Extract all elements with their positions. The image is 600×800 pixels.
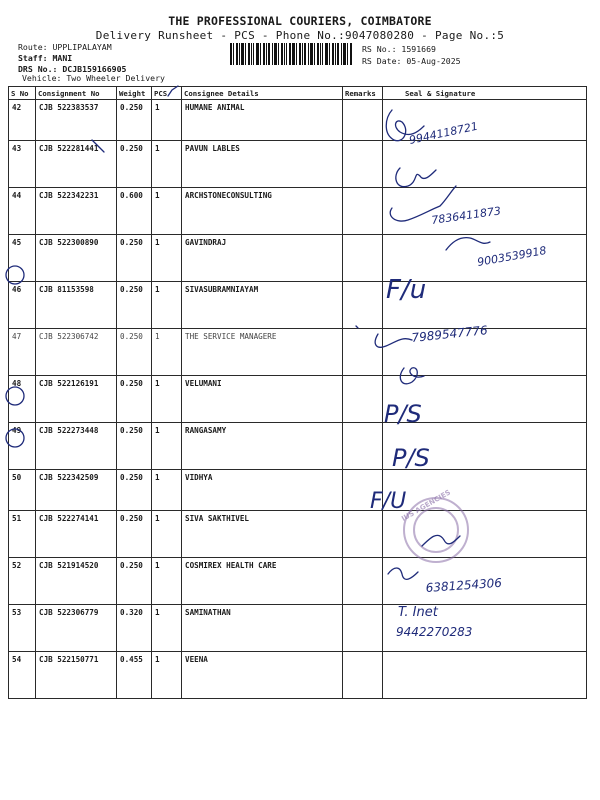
cell-signature [383,235,587,282]
signature-row-50: P/S [392,444,430,472]
cell-pcs: 1 [152,282,182,329]
cell-consignment: CJB 522342509 [36,470,117,511]
cell-remarks [343,235,383,282]
drs-number: DRS No.: DCJB159166905 [18,64,127,74]
cell-weight: 0.600 [117,188,152,235]
col-header-remarks: Remarks [343,87,383,100]
cell-signature [383,652,587,699]
signature-row-46: F/u [386,275,427,305]
barcode [230,43,352,65]
cell-pcs: 1 [152,558,182,605]
table-row [9,282,587,329]
cell-weight: 0.250 [117,558,152,605]
cell-consignee: SIVA SAKTHIVEL [182,511,343,558]
cell-remarks [343,188,383,235]
col-header-sno: S No [9,87,36,100]
staff-label: Staff: MANI [18,53,73,63]
cell-signature [383,141,587,188]
cell-weight: 0.250 [117,282,152,329]
cell-weight: 0.250 [117,423,152,470]
table-row [9,652,587,699]
phone-row-45: 9003539918 [476,243,548,269]
name-row-54: T. Inet [398,605,438,620]
cell-sno: 52 [9,558,36,605]
table-row [9,376,587,423]
cell-consignment: CJB 522306779 [36,605,117,652]
cell-signature [383,282,587,329]
cell-weight: 0.250 [117,100,152,141]
cell-remarks [343,605,383,652]
cell-sno: 43 [9,141,36,188]
table-row [9,605,587,652]
col-header-pcs: PCS [152,87,182,100]
cell-remarks [343,329,383,376]
table-row [9,423,587,470]
col-header-weight: Weight [117,87,152,100]
cell-pcs: 1 [152,376,182,423]
stamp-text: IUS AGENCIES [400,488,452,523]
cell-weight: 0.250 [117,511,152,558]
runsheet-table [8,86,587,699]
cell-pcs: 1 [152,329,182,376]
rs-date: RS Date: 05-Aug-2025 [362,56,461,66]
phone-row-54: 9442270283 [396,625,473,639]
cell-pcs: 1 [152,100,182,141]
table-row [9,558,587,605]
table-row [9,470,587,511]
cell-consignment: CJB 522306742 [36,329,117,376]
vehicle-label: Vehicle: Two Wheeler Delivery [22,73,165,83]
cell-consignee: SIVASUBRAMNIAYAM [182,282,343,329]
cell-sno: 42 [9,100,36,141]
cell-remarks [343,376,383,423]
phone-row-44: 7836411873 [430,204,502,227]
cell-signature [383,188,587,235]
cell-consignee: ARCHSTONECONSULTING [182,188,343,235]
cell-pcs: 1 [152,188,182,235]
cell-sno: 53 [9,605,36,652]
cell-consignee: THE SERVICE MANAGERE [182,329,343,376]
table-row [9,235,587,282]
cell-weight: 0.320 [117,605,152,652]
cell-consignee: RANGASAMY [182,423,343,470]
cell-pcs: 1 [152,423,182,470]
col-header-consignment: Consignment No [36,87,117,100]
cell-sno: 44 [9,188,36,235]
cell-signature [383,605,587,652]
cell-weight: 0.455 [117,652,152,699]
page-title: THE PROFESSIONAL COURIERS, COIMBATORE [168,14,432,28]
cell-consignment: CJB 522383537 [36,100,117,141]
cell-consignee: VIDHYA [182,470,343,511]
cell-weight: 0.250 [117,470,152,511]
phone-row-53: 6381254306 [425,575,503,595]
cell-consignee: SAMINATHAN [182,605,343,652]
cell-consignment: CJB 522300890 [36,235,117,282]
cell-consignment: CJB 522273448 [36,423,117,470]
cell-sno: 54 [9,652,36,699]
cell-consignee: HUMANE ANIMAL [182,100,343,141]
cell-pcs: 1 [152,470,182,511]
cell-weight: 0.250 [117,141,152,188]
cell-remarks [343,652,383,699]
cell-sno: 48 [9,376,36,423]
cell-pcs: 1 [152,141,182,188]
cell-weight: 0.250 [117,376,152,423]
cell-signature [383,470,587,511]
cell-consignee: GAVINDRAJ [182,235,343,282]
rs-number: RS No.: 1591669 [362,44,436,54]
cell-pcs: 1 [152,605,182,652]
cell-consignment: CJB 522281441 [36,141,117,188]
cell-signature [383,376,587,423]
cell-sno: 49 [9,423,36,470]
table-row [9,329,587,376]
cell-sno: 50 [9,470,36,511]
cell-consignee: VELUMANI [182,376,343,423]
cell-signature [383,423,587,470]
col-header-consignee: Consignee Details [182,87,343,100]
table-row [9,100,587,141]
cell-remarks [343,511,383,558]
cell-pcs: 1 [152,235,182,282]
cell-sno: 47 [9,329,36,376]
table-row [9,141,587,188]
cell-weight: 0.250 [117,329,152,376]
col-header-signature: Seal & Signature [383,87,587,100]
cell-consignment: CJB 522150771 [36,652,117,699]
cell-sno: 45 [9,235,36,282]
cell-consignee: COSMIREX HEALTH CARE [182,558,343,605]
cell-sno: 51 [9,511,36,558]
cell-consignment: CJB 522274141 [36,511,117,558]
cell-consignment: CJB 522126191 [36,376,117,423]
cell-remarks [343,282,383,329]
cell-signature [383,329,587,376]
phone-row-47: 7989547776 [410,323,489,345]
cell-consignment: CJB 521914520 [36,558,117,605]
cell-consignee: VEENA [182,652,343,699]
cell-signature [383,511,587,558]
route-label: Route: UPPLIPALAYAM [18,42,112,52]
phone-row-43: 9944118721 [407,119,480,147]
signature-row-49: P/S [384,400,422,428]
cell-remarks [343,558,383,605]
cell-signature [383,100,587,141]
table-header [9,87,587,100]
signature-row-51: F/U [370,489,407,514]
cell-remarks [343,141,383,188]
cell-sno: 46 [9,282,36,329]
cell-remarks [343,100,383,141]
cell-consignee: PAVUN LABLES [182,141,343,188]
cell-consignment: CJB 522342231 [36,188,117,235]
table-row [9,188,587,235]
cell-consignment: CJB 81153598 [36,282,117,329]
cell-pcs: 1 [152,652,182,699]
page-subtitle: Delivery Runsheet - PCS - Phone No.:9047080280 - Page No.:5 [95,29,505,42]
cell-remarks [343,470,383,511]
cell-weight: 0.250 [117,235,152,282]
cell-signature [383,558,587,605]
cell-remarks [343,423,383,470]
table-row [9,511,587,558]
cell-pcs: 1 [152,511,182,558]
